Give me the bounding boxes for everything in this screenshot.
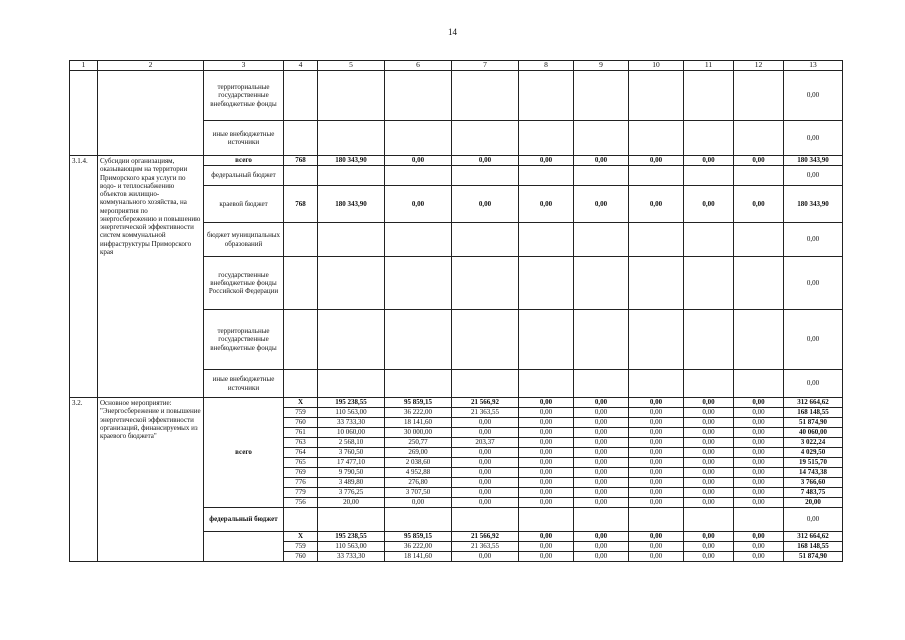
table-cell [284, 508, 318, 532]
value-cell: 0,00 [574, 552, 629, 562]
value-cell: 21 566,92 [452, 398, 519, 408]
value-cell: 0,00 [684, 428, 734, 438]
value-cell: 0,00 [629, 408, 684, 418]
value-cell: 0,00 [684, 438, 734, 448]
total-cell: 7 483,75 [784, 488, 843, 498]
value-cell [318, 223, 385, 257]
value-cell [734, 370, 784, 398]
value-cell: 0,00 [519, 468, 574, 478]
value-cell: 0,00 [734, 498, 784, 508]
total-cell: 3 766,60 [784, 478, 843, 488]
value-cell: 0,00 [734, 468, 784, 478]
grbs-code: 769 [284, 468, 318, 478]
table-cell [284, 71, 318, 121]
value-cell: 0,00 [519, 438, 574, 448]
grbs-code: 761 [284, 428, 318, 438]
table-cell [734, 71, 784, 121]
value-cell: 3 776,25 [318, 488, 385, 498]
value-cell: 0,00 [519, 498, 574, 508]
value-cell: 0,00 [684, 156, 734, 166]
value-cell [385, 370, 452, 398]
value-cell: 0,00 [519, 458, 574, 468]
funding-source: краевой бюджет [204, 186, 284, 223]
table-cell [452, 508, 519, 532]
total-cell: 0,00 [784, 223, 843, 257]
value-cell: 21 363,55 [452, 542, 519, 552]
value-cell: 195 238,55 [318, 398, 385, 408]
total-cell: 312 664,62 [784, 532, 843, 542]
total-cell: 14 743,38 [784, 468, 843, 478]
value-cell: 4 952,88 [385, 468, 452, 478]
value-cell: 0,00 [684, 186, 734, 223]
value-cell: 3 489,80 [318, 478, 385, 488]
value-cell: 0,00 [684, 418, 734, 428]
value-cell: 0,00 [574, 542, 629, 552]
table-cell [574, 71, 629, 121]
value-cell: 0,00 [519, 552, 574, 562]
value-cell: 0,00 [684, 408, 734, 418]
value-cell [734, 166, 784, 186]
value-cell: 0,00 [734, 448, 784, 458]
value-cell: 2 038,60 [385, 458, 452, 468]
column-number: 8 [519, 61, 574, 71]
column-number: 5 [318, 61, 385, 71]
value-cell: 21 363,55 [452, 408, 519, 418]
value-cell: 10 060,00 [318, 428, 385, 438]
value-cell: 0,00 [684, 398, 734, 408]
value-cell: 18 141,60 [385, 552, 452, 562]
value-cell: 0,00 [452, 478, 519, 488]
value-cell [629, 370, 684, 398]
value-cell [452, 370, 519, 398]
value-cell: 0,00 [574, 488, 629, 498]
value-cell: 0,00 [519, 418, 574, 428]
value-cell: 180 343,90 [318, 186, 385, 223]
value-cell: 18 141,60 [385, 418, 452, 428]
column-number-row [70, 61, 843, 71]
value-cell: 0,00 [574, 428, 629, 438]
funding-source: всего [204, 156, 284, 166]
table-cell [284, 121, 318, 156]
table-cell [519, 121, 574, 156]
value-cell: 0,00 [519, 542, 574, 552]
value-cell [385, 166, 452, 186]
value-cell [519, 257, 574, 310]
value-cell: 0,00 [574, 498, 629, 508]
grbs-code: 760 [284, 552, 318, 562]
value-cell [734, 310, 784, 370]
total-cell: 180 343,90 [784, 186, 843, 223]
total-cell: 4 029,50 [784, 448, 843, 458]
value-cell [734, 257, 784, 310]
value-cell: 0,00 [629, 478, 684, 488]
grbs-code [284, 223, 318, 257]
value-cell [519, 223, 574, 257]
value-cell: 0,00 [574, 468, 629, 478]
value-cell: 21 566,92 [452, 532, 519, 542]
value-cell: 17 477,10 [318, 458, 385, 468]
table-row [70, 156, 843, 166]
value-cell: 203,37 [452, 438, 519, 448]
value-cell: 3 760,50 [318, 448, 385, 458]
grbs-code: 756 [284, 498, 318, 508]
value-cell: 0,00 [734, 156, 784, 166]
value-cell [684, 166, 734, 186]
grbs-code: 763 [284, 438, 318, 448]
funding-source: государственные внебюджетные фонды Российской Федерации [204, 257, 284, 310]
value-cell [385, 223, 452, 257]
value-cell: 0,00 [574, 398, 629, 408]
value-cell: 0,00 [629, 418, 684, 428]
total-cell: 168 148,55 [784, 408, 843, 418]
value-cell: 0,00 [574, 418, 629, 428]
total-cell: 0,00 [784, 166, 843, 186]
value-cell [385, 310, 452, 370]
value-cell: 0,00 [734, 408, 784, 418]
total-cell: 168 148,55 [784, 542, 843, 552]
grbs-code: X [284, 398, 318, 408]
funding-source: территориальные государственные внебюджетные фонды [204, 71, 284, 121]
value-cell: 0,00 [629, 448, 684, 458]
value-cell [574, 257, 629, 310]
grbs-code: X [284, 532, 318, 542]
total-cell: 0,00 [784, 257, 843, 310]
value-cell: 36 222,00 [385, 542, 452, 552]
column-number: 12 [734, 61, 784, 71]
value-cell: 0,00 [452, 552, 519, 562]
item-name [98, 71, 204, 156]
grbs-code: 768 [284, 186, 318, 223]
value-cell: 0,00 [629, 458, 684, 468]
value-cell: 0,00 [519, 488, 574, 498]
table-cell [385, 71, 452, 121]
value-cell: 0,00 [519, 408, 574, 418]
value-cell: 269,00 [385, 448, 452, 458]
value-cell: 0,00 [452, 418, 519, 428]
value-cell: 0,00 [519, 186, 574, 223]
grbs-code: 776 [284, 478, 318, 488]
value-cell: 0,00 [629, 552, 684, 562]
value-cell: 0,00 [629, 542, 684, 552]
table-cell [629, 71, 684, 121]
funding-source: всего [204, 398, 284, 508]
grbs-code: 759 [284, 542, 318, 552]
column-number: 10 [629, 61, 684, 71]
table-cell [629, 508, 684, 532]
value-cell: 0,00 [629, 438, 684, 448]
grbs-code [284, 166, 318, 186]
funding-source: территориальные государственные внебюджетные фонды [204, 310, 284, 370]
value-cell: 0,00 [519, 156, 574, 166]
value-cell: 0,00 [734, 488, 784, 498]
total-cell: 0,00 [784, 370, 843, 398]
value-cell: 0,00 [452, 448, 519, 458]
grbs-code: 759 [284, 408, 318, 418]
table-row [70, 398, 843, 408]
value-cell [318, 310, 385, 370]
column-number: 6 [385, 61, 452, 71]
table-cell [684, 71, 734, 121]
total-cell: 0,00 [784, 121, 843, 156]
budget-table [69, 60, 843, 562]
value-cell: 0,00 [734, 418, 784, 428]
total-cell: 0,00 [784, 310, 843, 370]
item-name: Субсидии организациям, оказывающим на территории Приморского края услуги по водо- и теплоснабжению объектов жилищно-коммунального хозяйства, на мероприятия по энергосбережению и повышению энергетической эффективности систем коммунальной инфраструктуры Приморского края [98, 156, 204, 398]
table-cell [385, 121, 452, 156]
value-cell: 0,00 [574, 448, 629, 458]
value-cell: 0,00 [684, 448, 734, 458]
table-cell [318, 71, 385, 121]
item-code: 3.2. [70, 398, 98, 562]
value-cell: 0,00 [574, 438, 629, 448]
page-number: 14 [448, 27, 457, 37]
column-number: 4 [284, 61, 318, 71]
value-cell: 0,00 [452, 428, 519, 438]
total-cell: 0,00 [784, 71, 843, 121]
column-number: 13 [784, 61, 843, 71]
value-cell: 0,00 [385, 156, 452, 166]
value-cell: 0,00 [684, 498, 734, 508]
value-cell: 0,00 [734, 542, 784, 552]
value-cell [519, 310, 574, 370]
grbs-code: 764 [284, 448, 318, 458]
value-cell: 0,00 [574, 186, 629, 223]
value-cell: 0,00 [519, 398, 574, 408]
value-cell: 0,00 [574, 458, 629, 468]
value-cell: 3 707,50 [385, 488, 452, 498]
value-cell: 0,00 [734, 438, 784, 448]
value-cell: 0,00 [629, 498, 684, 508]
total-cell: 51 874,90 [784, 418, 843, 428]
value-cell: 0,00 [519, 532, 574, 542]
value-cell [629, 166, 684, 186]
value-cell [734, 223, 784, 257]
table-cell [734, 508, 784, 532]
value-cell [519, 166, 574, 186]
value-cell [519, 370, 574, 398]
value-cell [318, 257, 385, 310]
funding-source: федеральный бюджет [204, 508, 284, 532]
value-cell: 30 000,00 [385, 428, 452, 438]
total-cell: 0,00 [784, 508, 843, 532]
table-cell [629, 121, 684, 156]
value-cell: 20,00 [318, 498, 385, 508]
value-cell: 9 790,50 [318, 468, 385, 478]
value-cell: 0,00 [684, 468, 734, 478]
value-cell [574, 223, 629, 257]
value-cell: 0,00 [684, 488, 734, 498]
value-cell: 0,00 [629, 186, 684, 223]
table-cell [734, 121, 784, 156]
table-cell [684, 121, 734, 156]
value-cell: 0,00 [452, 488, 519, 498]
grbs-code: 768 [284, 156, 318, 166]
value-cell: 0,00 [385, 498, 452, 508]
value-cell: 0,00 [734, 478, 784, 488]
value-cell [684, 257, 734, 310]
grbs-code: 765 [284, 458, 318, 468]
value-cell: 0,00 [734, 458, 784, 468]
value-cell: 250,77 [385, 438, 452, 448]
total-cell: 40 060,00 [784, 428, 843, 438]
value-cell: 0,00 [574, 156, 629, 166]
grbs-code [284, 370, 318, 398]
value-cell: 0,00 [734, 552, 784, 562]
value-cell: 0,00 [452, 458, 519, 468]
value-cell: 110 563,00 [318, 408, 385, 418]
value-cell: 33 733,30 [318, 418, 385, 428]
grbs-code: 760 [284, 418, 318, 428]
value-cell: 0,00 [734, 428, 784, 438]
table-cell [574, 121, 629, 156]
value-cell: 0,00 [519, 448, 574, 458]
value-cell [318, 370, 385, 398]
value-cell [629, 257, 684, 310]
value-cell [385, 257, 452, 310]
value-cell: 95 859,15 [385, 532, 452, 542]
item-name: Основное мероприятие: "Энергосбережение и повышение энергетической эффективности организаций, финансируемых из краевого бюджета" [98, 398, 204, 562]
table-cell [452, 71, 519, 121]
value-cell [629, 310, 684, 370]
total-cell: 51 874,90 [784, 552, 843, 562]
value-cell [452, 310, 519, 370]
funding-source: иные внебюджетные источники [204, 121, 284, 156]
total-cell: 3 022,24 [784, 438, 843, 448]
value-cell [318, 166, 385, 186]
value-cell: 0,00 [629, 532, 684, 542]
table-cell [684, 508, 734, 532]
table-cell [318, 508, 385, 532]
table-cell [574, 508, 629, 532]
value-cell: 0,00 [684, 542, 734, 552]
value-cell: 0,00 [574, 532, 629, 542]
total-cell: 20,00 [784, 498, 843, 508]
value-cell [684, 310, 734, 370]
value-cell [629, 223, 684, 257]
value-cell [452, 257, 519, 310]
value-cell: 0,00 [684, 478, 734, 488]
column-number: 7 [452, 61, 519, 71]
value-cell: 36 222,00 [385, 408, 452, 418]
value-cell: 0,00 [452, 468, 519, 478]
total-cell: 312 664,62 [784, 398, 843, 408]
value-cell: 0,00 [629, 488, 684, 498]
funding-source [204, 532, 284, 562]
table-row [70, 71, 843, 121]
value-cell: 0,00 [452, 186, 519, 223]
table-cell [318, 121, 385, 156]
value-cell [574, 166, 629, 186]
total-cell: 180 343,90 [784, 156, 843, 166]
value-cell: 195 238,55 [318, 532, 385, 542]
value-cell [684, 223, 734, 257]
value-cell: 0,00 [684, 552, 734, 562]
value-cell [684, 370, 734, 398]
value-cell: 0,00 [629, 156, 684, 166]
column-number: 11 [684, 61, 734, 71]
value-cell: 0,00 [629, 428, 684, 438]
value-cell: 0,00 [629, 468, 684, 478]
value-cell: 0,00 [574, 408, 629, 418]
column-number: 2 [98, 61, 204, 71]
grbs-code: 779 [284, 488, 318, 498]
table-cell [452, 121, 519, 156]
value-cell: 0,00 [385, 186, 452, 223]
value-cell: 180 343,90 [318, 156, 385, 166]
value-cell: 0,00 [519, 428, 574, 438]
item-code [70, 71, 98, 156]
value-cell: 110 563,00 [318, 542, 385, 552]
value-cell: 276,80 [385, 478, 452, 488]
value-cell: 95 859,15 [385, 398, 452, 408]
value-cell: 0,00 [452, 156, 519, 166]
column-number: 9 [574, 61, 629, 71]
funding-source: федеральный бюджет [204, 166, 284, 186]
value-cell: 0,00 [734, 398, 784, 408]
item-code: 3.1.4. [70, 156, 98, 398]
value-cell [452, 166, 519, 186]
value-cell [574, 370, 629, 398]
value-cell: 0,00 [684, 532, 734, 542]
grbs-code [284, 257, 318, 310]
column-number: 3 [204, 61, 284, 71]
column-number: 1 [70, 61, 98, 71]
value-cell: 2 568,10 [318, 438, 385, 448]
value-cell: 33 733,30 [318, 552, 385, 562]
value-cell: 0,00 [519, 478, 574, 488]
value-cell: 0,00 [734, 186, 784, 223]
table-cell [385, 508, 452, 532]
funding-source: бюджет муниципальных образований [204, 223, 284, 257]
total-cell: 19 515,70 [784, 458, 843, 468]
value-cell: 0,00 [734, 532, 784, 542]
grbs-code [284, 310, 318, 370]
value-cell: 0,00 [684, 458, 734, 468]
value-cell [574, 310, 629, 370]
table-cell [519, 508, 574, 532]
funding-source: иные внебюджетные источники [204, 370, 284, 398]
value-cell: 0,00 [574, 478, 629, 488]
value-cell: 0,00 [452, 498, 519, 508]
value-cell [452, 223, 519, 257]
table-cell [519, 71, 574, 121]
value-cell: 0,00 [629, 398, 684, 408]
